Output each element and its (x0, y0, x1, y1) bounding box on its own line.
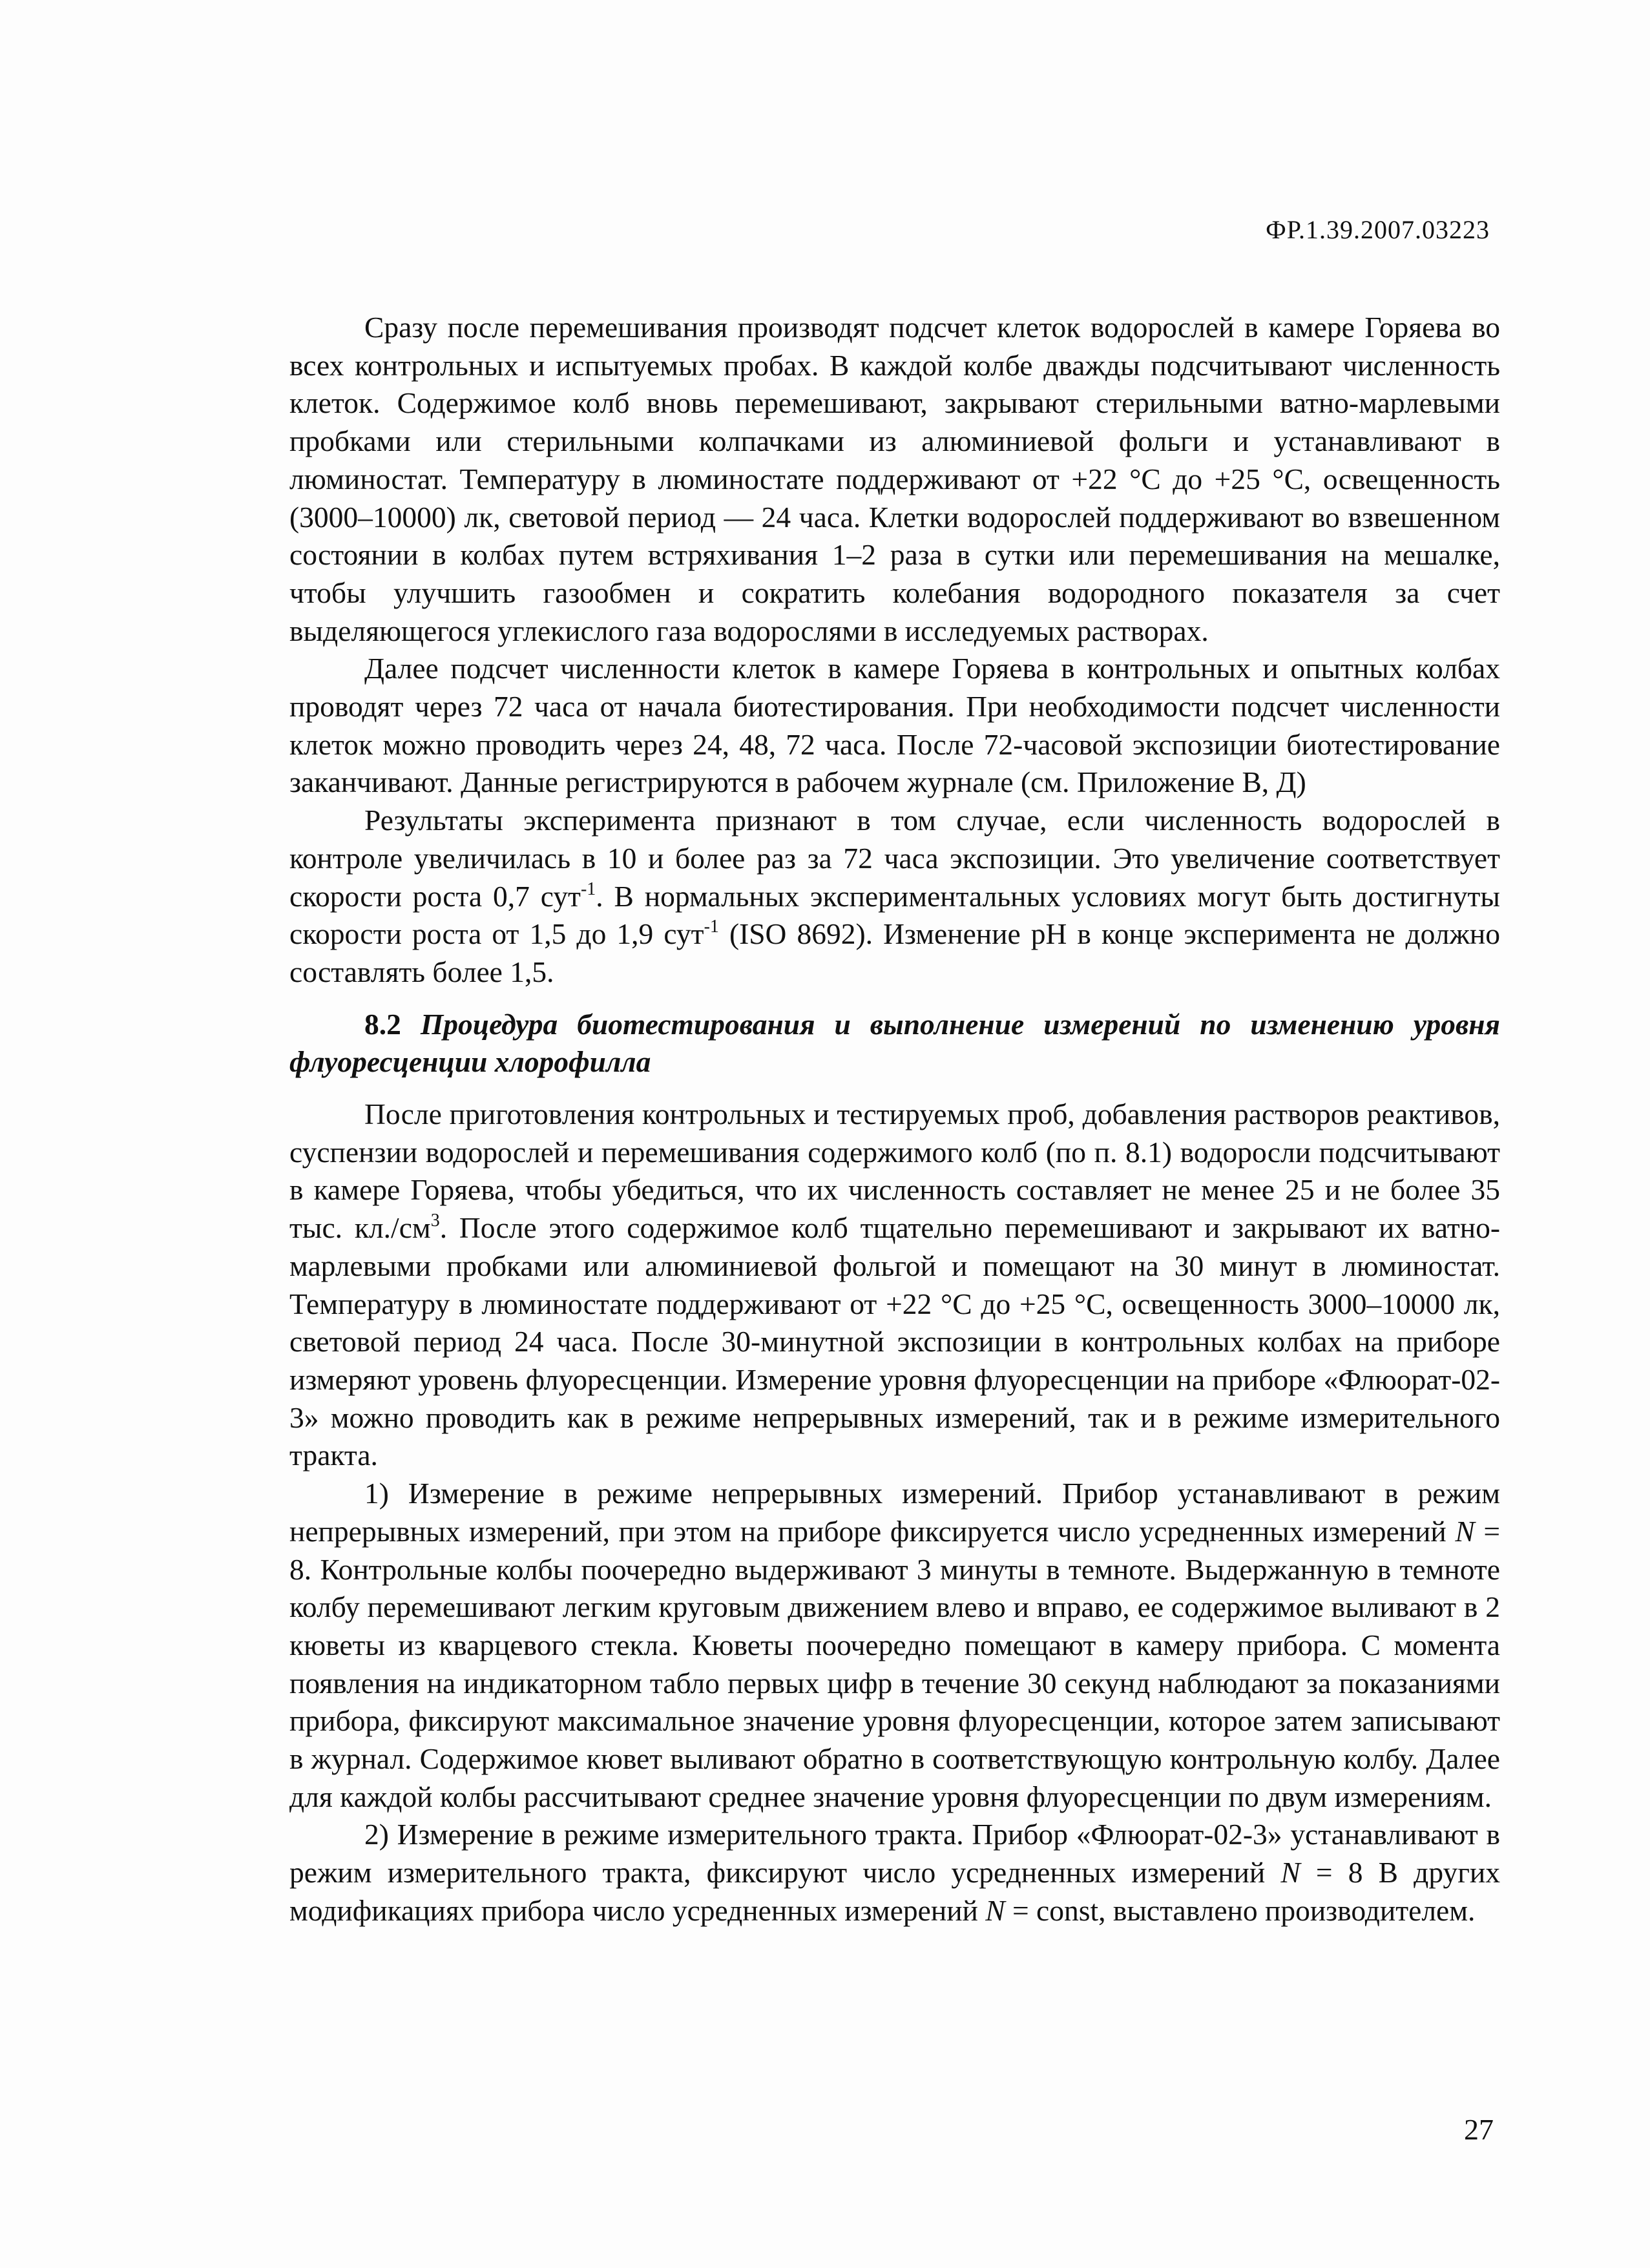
text-run: Результаты эксперимента признают в том случае, если численность водорослей в контроле увеличилась в 10 и более раз за 72 часа экспозиции. Это увеличение соответствует скорости роста 0,7 сут (289, 804, 1500, 913)
text-run: После приготовления контрольных и тестируемых проб, добавления растворов реактивов, суспензии водорослей и перемешивания содержимого колб (по п. 8.1) водоросли подсчитывают в камере Горяева, чтобы убедиться, что их численность составляет не менее 25 и не более 35 тыс. кл./см (289, 1098, 1500, 1245)
superscript: -1 (704, 917, 719, 937)
page-number: 27 (1464, 2113, 1494, 2146)
variable-n: N (985, 1893, 1005, 1927)
variable-n: N (1455, 1514, 1475, 1548)
text-run: = const, выставлено производителем. (1005, 1893, 1476, 1927)
document-code: ФР.1.39.2007.03223 (1266, 215, 1490, 244)
paragraph-fluorescence-prep (289, 1096, 1500, 1475)
text-run: . В нормальных экспериментальных условиях могут быть достигнуты скорости роста от 1,5 до 1,9 сут (289, 879, 1500, 951)
variable-n: N (1280, 1856, 1300, 1889)
text-run: 2) Измерение в режиме измерительного тракта. Прибор «Флюорат-02-3» устанавливают в режим измерительного тракта, фиксируют число усредненных измерений (289, 1818, 1500, 1889)
paragraph-continuous-mode (289, 1475, 1500, 1816)
paragraph-72h-count: Далее подсчет численности клеток в камере Горяева в контрольных и опытных колбах проводят через 72 часа от начала биотестирования. При необходимости подсчет численности клеток можно проводить через 24, 48, 72 часа. После 72-часовой экспозиции биотестирование заканчивают. Данные регистрируются в рабочем журнале (см. Приложение В, Д) (289, 652, 1500, 799)
section-title: Процедура биотестирования и выполнение измерений по изменению уровня флуоресценции хлорофилла (289, 1007, 1500, 1079)
paragraph-results-criteria (289, 802, 1500, 992)
text-run: (ISO 8692). Изменение pH в конце эксперимента не должно составлять более 1,5. (289, 917, 1500, 988)
superscript: -1 (580, 879, 596, 899)
paragraph-tract-mode (289, 1816, 1500, 1930)
section-heading-8-2 (289, 1006, 1500, 1081)
text-run: = 8. Контрольные колбы поочередно выдерживают 3 минуты в темноте. Выдержанную в темноте колбу перемешивают легким круговым движением влево и вправо, ее содержимое выливают в 2 кюветы из кварцевого стекла. Кюветы поочередно помещают в камеру прибора. С момента появления на индикаторном табло первых цифр в течение 30 секунд наблюдают за показаниями прибора, фиксируют максимальное значение уровня флуоресценции, которое затем записывают в журнал. Содержимое кювет выливают обратно в соответствующую контрольную колбу. Далее для каждой колбы рассчитывают среднее значение уровня флуоресценции по двум измерениям. (289, 1514, 1500, 1813)
text-run: = 8 В других модификациях прибора число усредненных измерений (289, 1856, 1500, 1927)
superscript: 3 (430, 1211, 440, 1231)
page-body (289, 309, 1500, 1930)
text-run: 1) Измерение в режиме непрерывных измерений. Прибор устанавливают в режим непрерывных измерений, при этом на приборе фиксируется число усредненных измерений (289, 1477, 1500, 1548)
text-run: . После этого содержимое колб тщательно перемешивают и закрывают их ватно-марлевыми пробками или алюминиевой фольгой и помещают на 30 минут в люминостат. Температуру в люминостате поддерживают от +22 °С до +25 °С, освещенность 3000–10000 лк, световой период 24 часа. После 30-минутной экспозиции в контрольных колбах на приборе измеряют уровень флуоресценции. Измерение уровня флуоресценции на приборе «Флюорат-02-3» можно проводить как в режиме непрерывных измерений, так и в режиме измерительного тракта. (289, 1211, 1501, 1472)
paragraph-cell-count: Сразу после перемешивания производят подсчет клеток водорослей в камере Горяева во всех контрольных и испытуемых пробах. В каждой колбе дважды подсчитывают численность клеток. Содержимое колб вновь перемешивают, закрывают стерильными ватно-марлевыми пробками или стерильными колпачками из алюминиевой фольги и устанавливают в люминостат. Температуру в люминостате поддерживают от +22 °С до +25 °С, освещенность (3000–10000) лк, световой период — 24 часа. Клетки водорослей поддерживают во взвешенном состоянии в колбах путем встряхивания 1–2 раза в сутки или перемешивания на мешалке, чтобы улучшить газообмен и сократить колебания водородного показателя за счет выделяющегося углекислого газа водорослями в исследуемых растворах. (289, 311, 1500, 647)
section-number: 8.2 (364, 1007, 401, 1041)
